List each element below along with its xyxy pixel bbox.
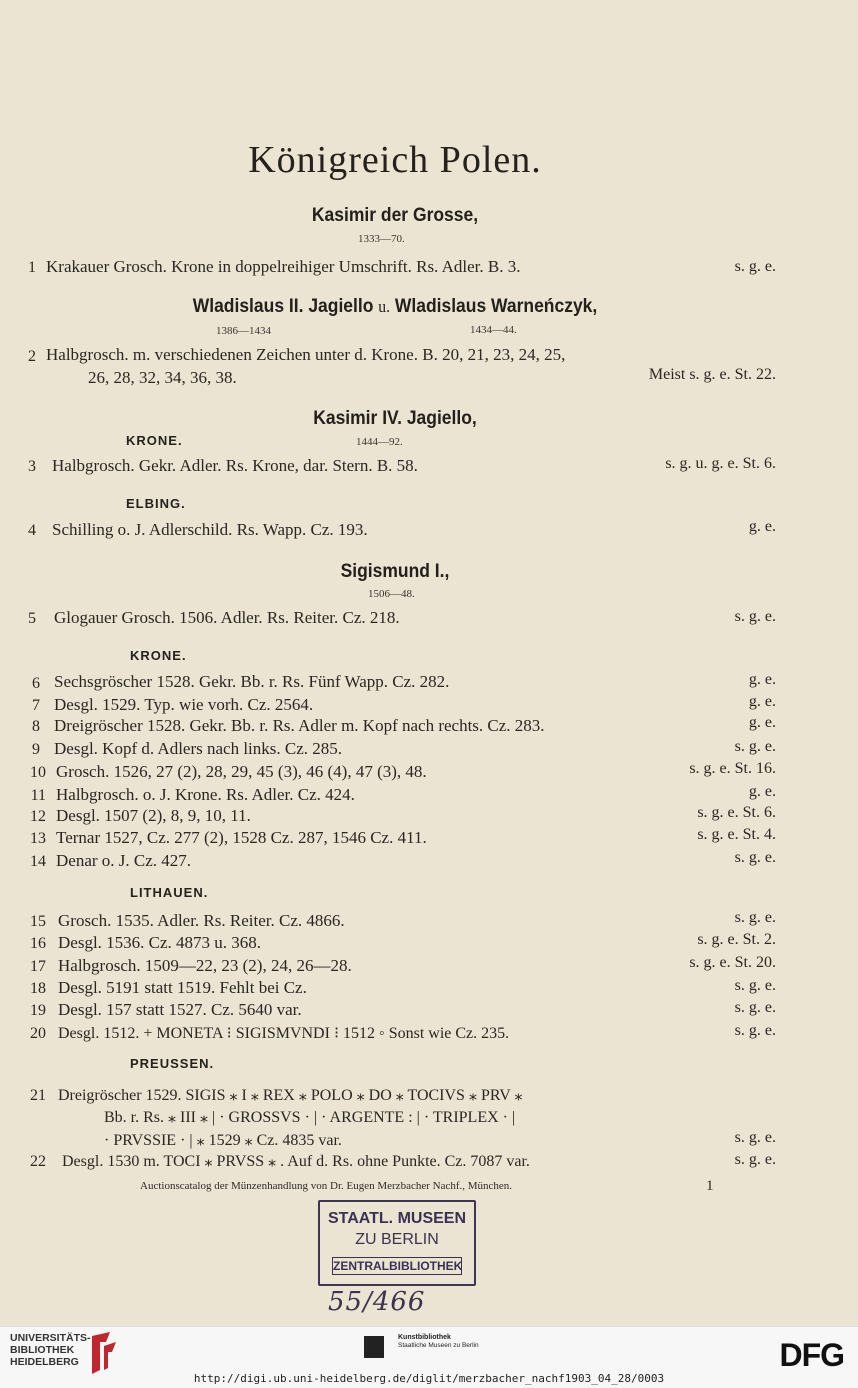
entry-text: Desgl. 1529. Typ. wie vorh. Cz. 2564.: [54, 695, 314, 714]
ruler-dates-warnenczyk: 1434—44.: [470, 324, 517, 336]
entry-text: Desgl. 1507 (2), 8, 9, 10, 11.: [56, 806, 251, 825]
ub-heidelberg-label[interactable]: [10, 1332, 91, 1368]
entry-grade: s. g. e.: [734, 977, 776, 994]
entry-number: 7: [32, 697, 40, 714]
entry-grade: s. g. e.: [734, 849, 776, 866]
entry-number: 22: [30, 1153, 46, 1170]
entry-number: 9: [32, 741, 40, 758]
entry-text: · PRVSSIE · | ⁎ 1529 ⁎ Cz. 4835 var.: [104, 1132, 342, 1149]
ruler-conjunction: u.: [378, 297, 391, 316]
ruler-heading-kasimir-iv: Kasimir IV. Jagiello,: [313, 408, 477, 429]
entry-grade: Meist s. g. e. St. 22.: [648, 366, 776, 383]
entry-grade: s. g. e. St. 16.: [689, 760, 776, 777]
entry-grade: s. g. e. St. 4.: [697, 826, 776, 843]
entry-number: 13: [30, 830, 46, 847]
ruler-dates-wladislaus-ii: 1386—1434: [216, 325, 271, 337]
entry-grade: g. e.: [748, 518, 776, 535]
entry-grade: s. g. e.: [734, 738, 776, 755]
entry-grade: s. g. e. St. 6.: [697, 804, 776, 821]
ruler-heading-sigismund: Sigismund I.,: [340, 561, 450, 582]
ruler-name-warnenczyk: Wladislaus Warneńczyk,: [394, 296, 598, 317]
dfg-logo[interactable]: DFG: [779, 1337, 844, 1373]
kb-subtitle: Staatliche Museen zu Berlin: [398, 1342, 479, 1349]
stamp-line-1: STAATL. MUSEEN: [327, 1210, 467, 1227]
ub-line-1: UNIVERSITÄTS-: [10, 1332, 91, 1344]
entry-text: Halbgrosch. m. verschiedenen Zeichen unter d. Krone. B. 20, 21, 23, 24, 25,: [46, 345, 566, 364]
entry-number: 3: [28, 458, 36, 475]
region-heading-lithauen: LITHAUEN.: [130, 885, 209, 900]
entry-grade: s. g. e. St. 2.: [697, 931, 776, 948]
entry-text: Schilling o. J. Adlerschild. Rs. Wapp. Cz. 193.: [52, 520, 368, 539]
kunstbibliothek-logo-icon[interactable]: [364, 1336, 384, 1358]
ruler-heading-wladislaus: [32, 296, 759, 318]
library-stamp: [318, 1200, 476, 1286]
entry-text: Dreigröscher 1529. SIGIS ⁎ I ⁎ REX ⁎ POLO ⁎ DO ⁎ TOCIVS ⁎ PRV ⁎: [58, 1087, 523, 1104]
entry-number: 15: [30, 913, 46, 930]
entry-grade: g. e.: [748, 783, 776, 800]
entry-text: Bb. r. Rs. ⁎ III ⁎ | · GROSSVS · | · ARGENTE : | · TRIPLEX · |: [104, 1109, 516, 1126]
entry-text: Halbgrosch. 1509—22, 23 (2), 24, 26—28.: [58, 956, 352, 975]
entry-number: 11: [30, 787, 46, 804]
entry-number: 1: [28, 259, 36, 276]
page-number: 1: [706, 1178, 714, 1194]
kunstbibliothek-label[interactable]: [398, 1334, 479, 1350]
ruler-heading-kasimir-grosse: Kasimir der Grosse,: [311, 205, 479, 226]
entry-number: 16: [30, 935, 46, 952]
entry-grade: g. e.: [748, 714, 776, 731]
entry-grade: s. g. e.: [734, 999, 776, 1016]
entry-text: Krakauer Grosch. Krone in doppelreihiger Umschrift. Rs. Adler. B. 3.: [46, 257, 521, 276]
entry-text: Desgl. 1536. Cz. 4873 u. 368.: [58, 933, 262, 952]
entry-text: Desgl. 5191 statt 1519. Fehlt bei Cz.: [58, 978, 307, 997]
entry-number: 4: [28, 522, 36, 539]
entry-text: Desgl. 1530 m. TOCI ⁎ PRVSS ⁎ . Auf d. Rs. ohne Punkte. Cz. 7087 var.: [62, 1153, 530, 1170]
handwritten-shelfmark: 55/466: [328, 1287, 426, 1317]
entry-number: 5: [28, 610, 36, 627]
stamp-line-2: ZU BERLIN: [355, 1231, 439, 1248]
entry-text: Halbgrosch. Gekr. Adler. Rs. Krone, dar. Stern. B. 58.: [52, 456, 418, 475]
ruler-name-wladislaus-ii: Wladislaus II. Jagiello: [192, 296, 374, 317]
entry-text: Dreigröscher 1528. Gekr. Bb. r. Rs. Adler m. Kopf nach rechts. Cz. 283.: [54, 716, 545, 735]
ub-line-3: HEIDELBERG: [10, 1356, 79, 1368]
ruler-dates-kasimir-grosse: 1333—70.: [358, 233, 405, 245]
entry-number: 2: [28, 348, 36, 365]
entry-grade: g. e.: [748, 671, 776, 688]
entry-grade: s. g. u. g. e. St. 6.: [665, 455, 776, 472]
entry-text: Glogauer Grosch. 1506. Adler. Rs. Reiter. Cz. 218.: [54, 608, 400, 627]
entry-number: 18: [30, 980, 46, 997]
entry-number: 21: [30, 1087, 46, 1104]
entry-grade: s. g. e.: [734, 608, 776, 625]
region-heading-preussen: PREUSSEN.: [130, 1056, 215, 1071]
entry-text: Sechsgröscher 1528. Gekr. Bb. r. Rs. Fünf Wapp. Cz. 282.: [54, 672, 450, 691]
ruler-dates-kasimir-iv: 1444—92.: [356, 436, 403, 448]
ub-line-2: BIBLIOTHEK: [10, 1344, 75, 1356]
entry-text: Grosch. 1526, 27 (2), 28, 29, 45 (3), 46 (4), 47 (3), 48.: [56, 762, 427, 781]
entry-grade: s. g. e. St. 20.: [689, 954, 776, 971]
entry-number: 20: [30, 1025, 46, 1042]
entry-grade: s. g. e.: [734, 258, 776, 275]
entry-grade: s. g. e.: [734, 909, 776, 926]
entry-number: 12: [30, 808, 46, 825]
entry-text: Desgl. Kopf d. Adlers nach links. Cz. 285.: [54, 739, 343, 758]
region-heading-krone-1: KRONE.: [126, 433, 183, 448]
entry-text: Ternar 1527, Cz. 277 (2), 1528 Cz. 287, 1546 Cz. 411.: [56, 828, 427, 847]
entry-number: 17: [30, 958, 46, 975]
entry-number: 14: [30, 853, 46, 870]
permalink-url[interactable]: http://digi.ub.uni-heidelberg.de/diglit/merzbacher_nachf1903_04_28/0003: [193, 1372, 665, 1385]
entry-text: Desgl. 157 statt 1527. Cz. 5640 var.: [58, 1000, 302, 1019]
entry-grade: s. g. e.: [734, 1151, 776, 1168]
entry-text: Halbgrosch. o. J. Krone. Rs. Adler. Cz. 424.: [56, 785, 355, 804]
entry-text: Desgl. 1512. + MONETA ⁝ SIGISMVNDI ⁝ 1512 ◦ Sonst wie Cz. 235.: [58, 1025, 510, 1042]
region-heading-elbing: ELBING.: [126, 496, 186, 511]
region-heading-krone-2: KRONE.: [130, 648, 187, 663]
entry-number: 10: [30, 764, 46, 781]
entry-grade: s. g. e.: [734, 1129, 776, 1146]
entry-text: 26, 28, 32, 34, 36, 38.: [88, 368, 237, 387]
ub-heidelberg-logo-icon[interactable]: [86, 1330, 120, 1376]
entry-grade: s. g. e.: [734, 1022, 776, 1039]
entry-text: Denar o. J. Cz. 427.: [56, 851, 192, 870]
entry-grade: g. e.: [748, 693, 776, 710]
stamp-line-3: ZENTRALBIBLIOTHEK: [333, 1259, 463, 1273]
ruler-dates-sigismund: 1506—48.: [368, 588, 415, 600]
entry-number: 6: [32, 675, 40, 692]
page-title: Königreich Polen.: [248, 139, 542, 181]
entry-number: 8: [32, 718, 40, 735]
catalog-footer: Auctionscatalog der Münzenhandlung von Dr. Eugen Merzbacher Nachf., München.: [140, 1180, 513, 1192]
entry-number: 19: [30, 1002, 46, 1019]
kb-title: Kunstbibliothek: [398, 1334, 451, 1341]
entry-text: Grosch. 1535. Adler. Rs. Reiter. Cz. 4866.: [58, 911, 345, 930]
